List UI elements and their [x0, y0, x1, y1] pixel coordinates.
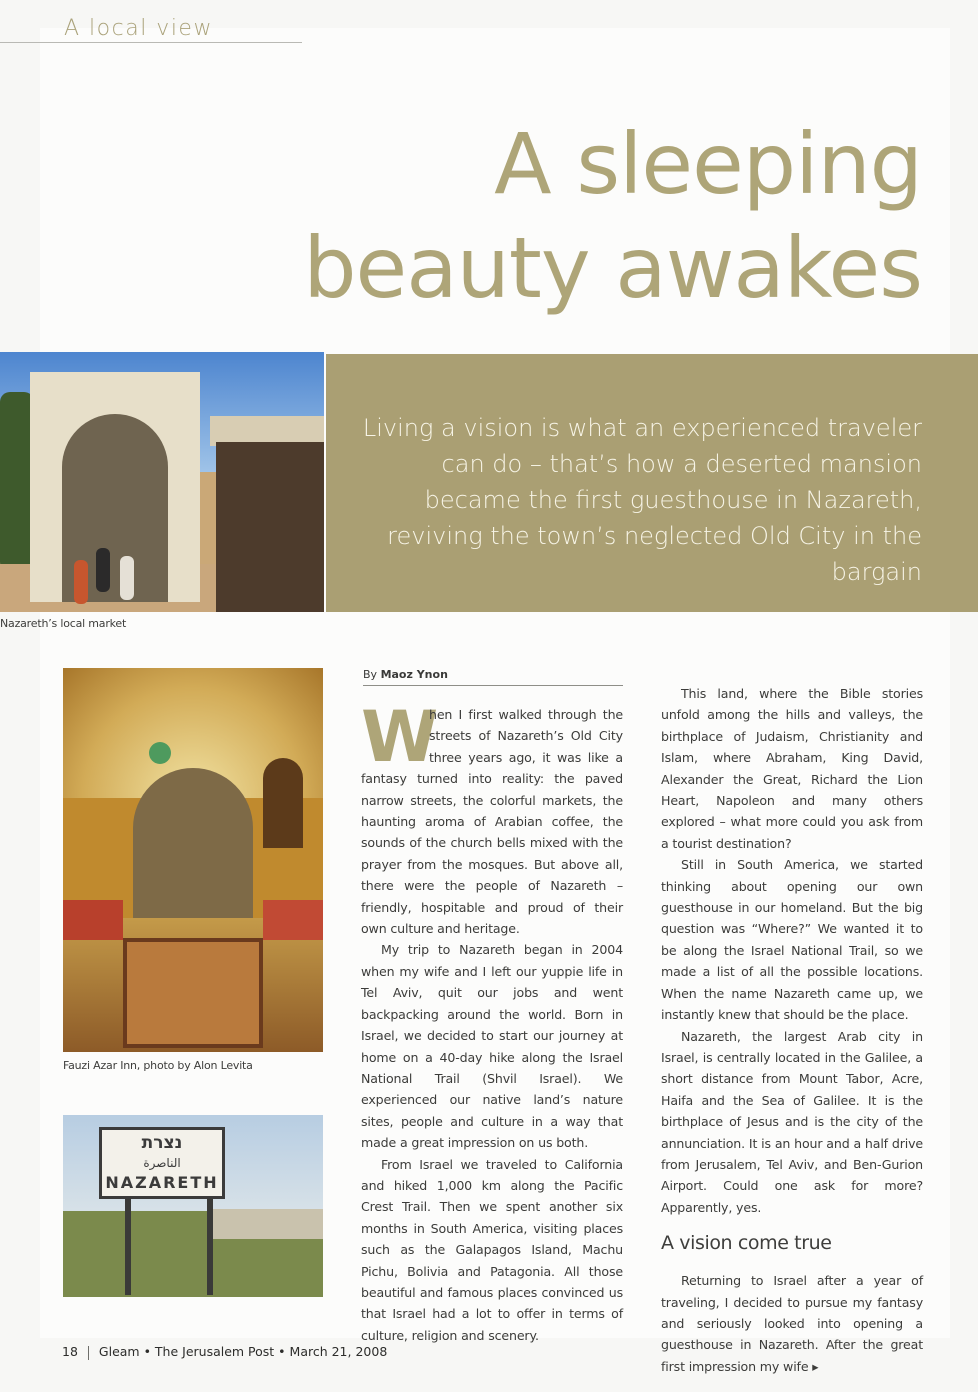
inn-window [263, 758, 303, 848]
market-photo [0, 352, 324, 612]
article-paragraph-5: Still in South America, we started thinking about opening our own guesthouse in our homeland. But the big question was “Where?” We wanted it to be along the Israel National Trail, so we made a list of all the possible locations. When the name Nazareth came up, we instantly knew that should be the place. [661, 857, 923, 1023]
inn-cushions-left [63, 900, 123, 940]
market-person [120, 556, 134, 600]
byline [363, 668, 623, 686]
byline-author: Maoz Ynon [380, 668, 448, 681]
article-paragraph-3: From Israel we traveled to California and hiked 1,000 km along the Pacific Crest Trail. Then we spent another six months in South America, visiting places such as the Galapagos Island, Machu Pichu, Bolivia and Patagonia. All those beautiful and famous places convinced us that Israel had a lot to offer in terms of culture, religion and scenery. [361, 1156, 623, 1343]
article-paragraph-4: This land, where the Bible stories unfold among the hills and valleys, the birthplace of Judaism, Christianity and Islam, where Abraham, King David, Alexander the Great, Richard the Lion Heart, Napoleon and many others explored – what more could you ask from a tourist destination? [661, 686, 923, 851]
headline-line-2: beauty awakes [303, 219, 922, 317]
sign-pole [125, 1195, 131, 1295]
article-subhead: A vision come true [661, 1232, 832, 1255]
dropcap: W [361, 696, 439, 778]
market-person [96, 548, 110, 592]
market-tree [0, 392, 34, 572]
inn-rug [123, 938, 263, 1048]
article-paragraph-6: Nazareth, the largest Arab city in Israel, is centrally located in the Galilee, a short distance from Mount Tabor, Acre, Haifa and the Sea of Galilee. It is the birthplace of Jesus and is the city of the annunciation. It is an hour and a half drive from Jerusalem, Tel Aviv, and Ben-Gurion Airport. Could one ask for more? Apparently, yes. [661, 1028, 923, 1215]
nazareth-road-sign [99, 1127, 225, 1199]
page-footer [62, 1344, 387, 1360]
article-paragraph [361, 696, 623, 939]
article-column-1 [361, 696, 623, 1346]
inn-photo-caption: Fauzi Azar Inn, photo by Alon Levita [63, 1059, 253, 1072]
section-rule [0, 42, 302, 43]
standfirst-text: Living a vision is what an experienced traveler can do – that’s how a deserted mansion became the first guesthouse in Nazareth, reviving the town’s neglected Old City in the bargain [362, 414, 922, 586]
sign-latin-text: NAZARETH [105, 1173, 219, 1192]
section-label: A local view [64, 16, 213, 41]
nazareth-sign-photo [63, 1115, 323, 1297]
footer-separator [88, 1346, 89, 1360]
article-column-2 [661, 683, 923, 1377]
article-paragraph-2: My trip to Nazareth began in 2004 when my wife and I left our yuppie life in Tel Aviv, quit our jobs and went backpacking around the world. Born in Israel, we decided to start our journey at home on a 40-day hike along the Israel National Trail (Shvil Israel). We experienced our native land’s nature sites, people and culture in a way that made a great impression on us both. [361, 942, 623, 1151]
article-paragraph-7: Returning to Israel after a year of traveling, I decided to pursue my fantasy and seriously looked into opening a guesthouse in Nazareth. After the great first impression my wife ▸ [661, 1273, 923, 1374]
market-stall [216, 442, 324, 612]
inn-lamp [149, 742, 171, 764]
sign-photo-town [213, 1209, 323, 1239]
market-photo-caption: Nazareth’s local market [0, 617, 127, 630]
article-paragraph-1: hen I first walked through the streets of Nazareth’s Old City three years ago, it was like a fantasy turned into reality: the paved narrow streets, the colorful markets, the haunting aroma of Arabian coffee, the sounds of the church bells mixed with the prayer from the mosques. But above all, there were the people of Nazareth – friendly, hospitable and proud of their own culture and heritage. [361, 707, 623, 937]
market-person [74, 560, 88, 604]
inn-photo [63, 668, 323, 1052]
sign-hebrew-text: נצרת [141, 1133, 183, 1153]
headline-line-1: A sleeping [494, 115, 922, 213]
inn-cushions-right [263, 900, 323, 940]
headline [222, 112, 922, 320]
page-number: 18 [62, 1344, 78, 1359]
sign-arabic-text: الناصرة [143, 1156, 181, 1170]
publication-info: Gleam • The Jerusalem Post • March 21, 2008 [98, 1344, 388, 1359]
sign-pole [207, 1195, 213, 1295]
byline-prefix: By [363, 668, 378, 681]
